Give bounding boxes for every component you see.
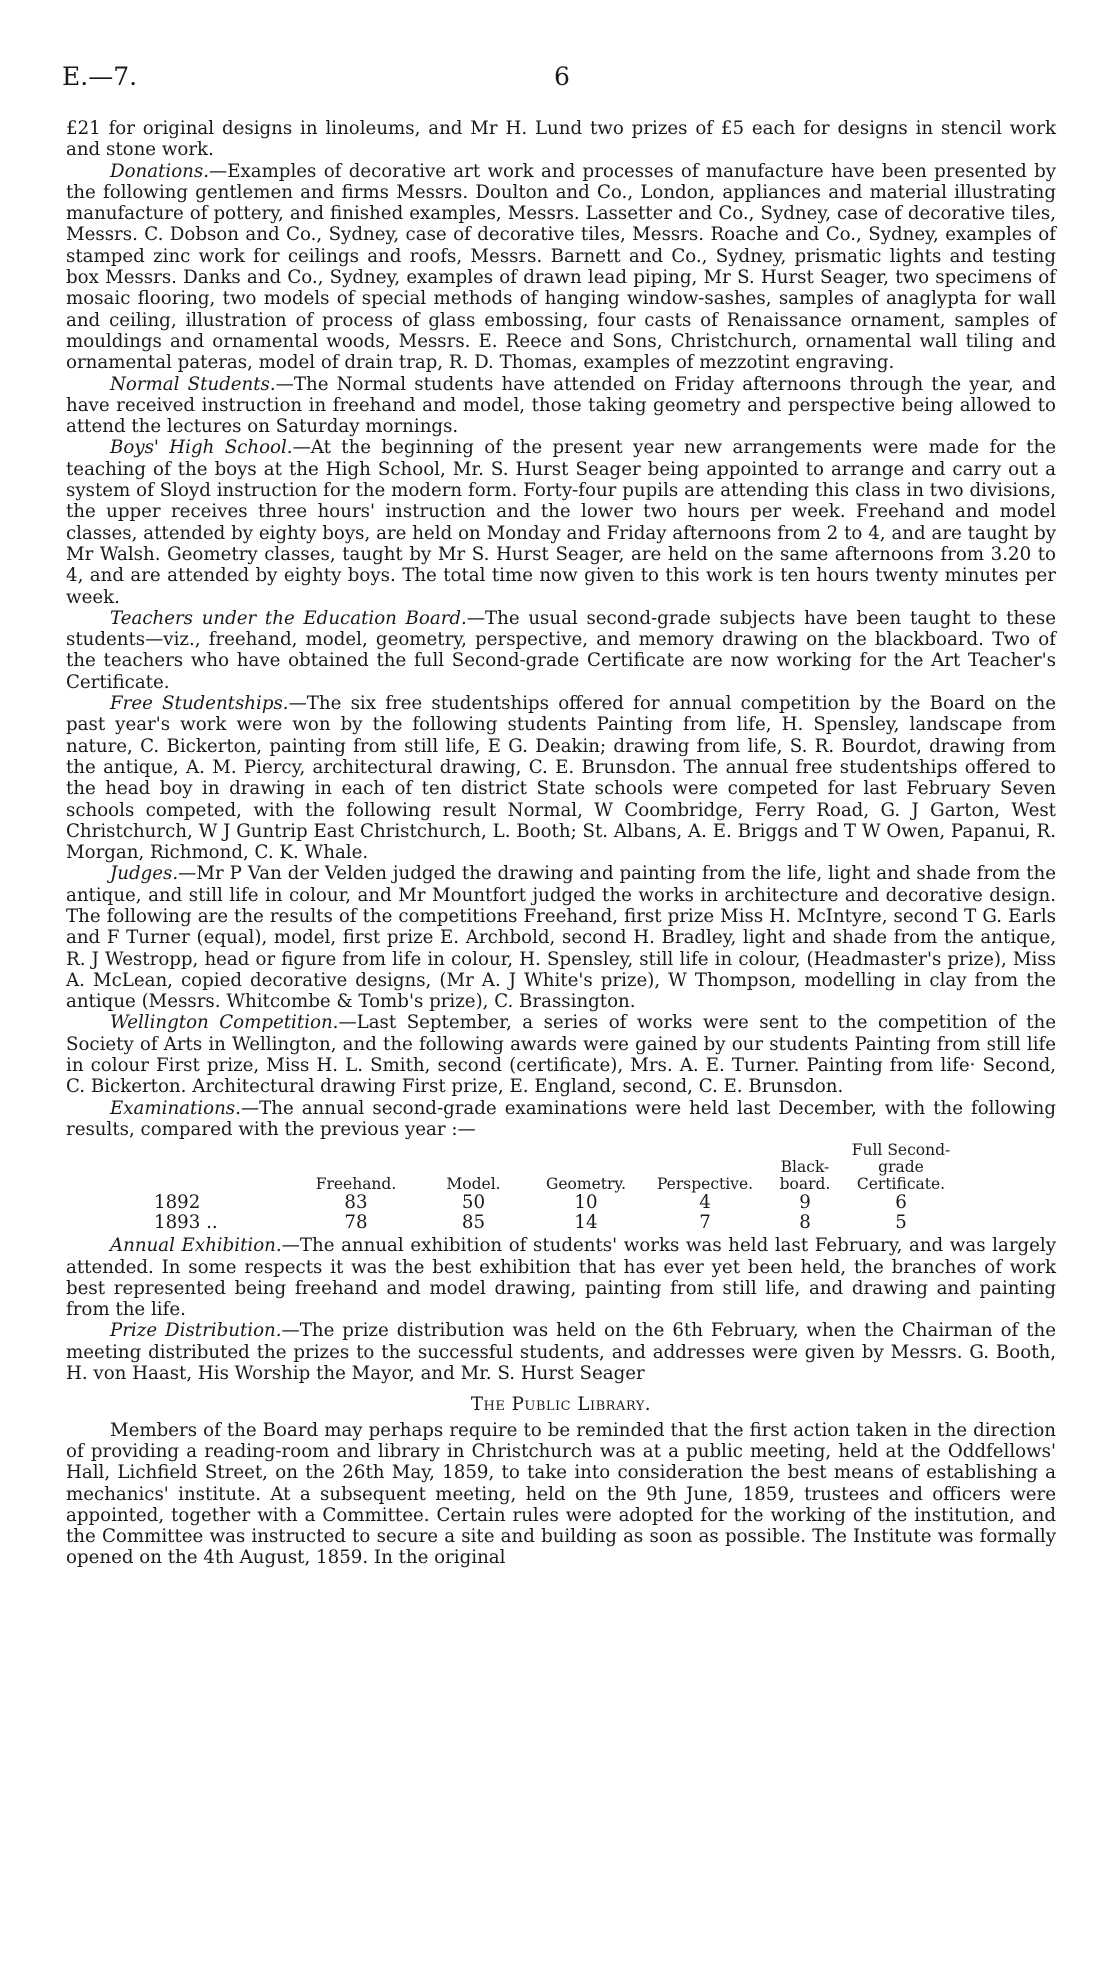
table-spacer: [956, 1213, 1056, 1233]
table-header: Model.: [446, 1175, 501, 1194]
paragraph-heading: Boys' High School.: [110, 437, 293, 459]
page-number: 6: [554, 62, 570, 91]
paragraph-donations: [66, 161, 1056, 374]
paragraph-heading: Donations.: [110, 160, 209, 182]
paragraph-free-studentships: [66, 693, 1056, 863]
table-cell: 5: [895, 1212, 907, 1234]
table-header: Black-board.: [779, 1158, 831, 1194]
table-cell-year: 1892: [154, 1192, 201, 1214]
table-cell: 7: [699, 1212, 711, 1234]
paragraph-text: —The annual exhibition of students' works was held last February, and was largely attended. In some respects it was the best exhibition that has ever yet been held, the branches of work best represented being freehand and model drawing, painting from still life, and drawing and painting from the life.: [66, 1235, 1057, 1321]
paragraph-normal-students: [66, 374, 1056, 438]
paragraph-text: —At the beginning of the present year new arrangements were made for the teaching of the boys at the High School, Mr. S. Hurst Seager being appointed to arrange and carry out a system of Sloyd instruction for the modern form. Forty-four pupils are attending this class in two divisions, the upper receives three hours' instruction and the lower two hours per week. Freehand and model classes, attended by eighty boys, are held on Monday and Friday afternoons from 2 to 4, and are taught by Mr Walsh. Geometry classes, taught by Mr S. Hurst Seager, are held on the same afternoons from 3.20 to 4, and are attended by eighty boys. The total time now given to this work is ten hours twenty minutes per week.: [66, 437, 1056, 608]
examination-results-table: [66, 1142, 1056, 1233]
table-cell: 4: [699, 1192, 711, 1214]
table-row: [66, 1193, 1056, 1213]
paragraph-text: —The annual second-grade examinations were held last December, with the following results, compared with the previous year :—: [66, 1097, 1056, 1140]
document-reference: E.—7.: [62, 62, 138, 91]
table-spacer: [956, 1142, 1056, 1193]
paragraph-examinations: [66, 1098, 1056, 1141]
paragraph-heading: Annual Exhibition.: [110, 1235, 282, 1257]
paragraph-text: —The prize distribution was held on the 6th February, when the Chairman of the meeting distributed the prizes to the successful students, and addresses were given by Messrs. G. Booth, H. von Haast, His Worship the Mayor, and Mr. S. Hurst Seager: [66, 1320, 1057, 1385]
paragraph-judges: [66, 863, 1056, 1012]
table-cell: 9: [799, 1192, 811, 1214]
paragraph-teachers: [66, 608, 1056, 693]
table-header-row: [66, 1142, 1056, 1193]
paragraph-prize-distribution: [66, 1320, 1056, 1384]
paragraph-boys-high-school: [66, 437, 1056, 607]
paragraph-heading: Examinations.: [110, 1097, 241, 1119]
table-cell-year: 1893 ..: [154, 1212, 218, 1234]
paragraph-heading: Wellington Competition.: [110, 1012, 339, 1034]
paragraph-text: —Mr P Van der Velden judged the drawing and painting from the life, light and shade from the antique, and still life in colour, and Mr Mountfort judged the works in architecture and decorative design. The following are the results of the competitions Freehand, first prize Miss H. McIntyre, second T G. Earls and F Turner (equal), model, first prize E. Archbold, second H. Bradley, light and shade from the antique, R. J Westropp, head or figure from life in colour, H. Spensley, still life in colour, (Headmaster's prize), Miss A. McLean, copied decorative designs, (Mr A. J White's prize), W Thompson, modelling in clay from the antique (Messrs. Whitcombe & Tomb's prize), C. Brassington.: [66, 863, 1056, 1013]
paragraph-text: —Last September, a series of works were sent to the competition of the Society of Arts in Wellington, and the following awards were gained by our students Painting from still life in colour First prize, Miss H. L. Smith, second (certificate), Mrs. A. E. Turner. Painting from life· Second, C. Bickerton. Architectural drawing First prize, E. England, second, C. E. Brunsdon.: [66, 1012, 1056, 1098]
table-cell: 78: [344, 1212, 368, 1234]
table-cell: 8: [799, 1212, 811, 1234]
table-spacer: [956, 1193, 1056, 1213]
table-cell: 10: [574, 1192, 598, 1214]
paragraph-text: —Examples of decorative art work and processes of manufacture have been presented by the following gentlemen and firms Messrs. Doulton and Co., London, appliances and material illustrating manufacture of pottery, and finished examples, Messrs. Lassetter and Co., Sydney, case of decorative tiles, Messrs. C. Dobson and Co., Sydney, case of decorative tiles, Messrs. Roache and Co., Sydney, examples of stamped zinc work for ceilings and roofs, Messrs. Barnett and Co., Sydney, prismatic lights and testing box Messrs. Danks and Co., Sydney, examples of drawn lead piping, Mr S. Hurst Seager, two specimens of mosaic flooring, two models of special methods of hanging window-sashes, samples of anaglypta for wall and ceiling, illustration of process of glass embossing, four casts of Renaissance ornament, samples of mouldings and ornamental woods, Messrs. E. Reece and Sons, Christchurch, ornamental wall tiling and ornamental pateras, model of drain trap, R. D. Thomas, examples of mezzotint engraving.: [66, 160, 1056, 374]
paragraph-text: £21 for original designs in linoleums, and Mr H. Lund two prizes of £5 each for designs in stencil work and stone work.: [66, 118, 1056, 161]
table-cell: 50: [461, 1192, 486, 1214]
paragraph-continuation: [66, 118, 1056, 161]
table-cell: 14: [574, 1212, 598, 1234]
table-cell: 6: [895, 1192, 907, 1214]
paragraph-annual-exhibition: [66, 1235, 1056, 1320]
table-cell: 85: [461, 1212, 486, 1234]
paragraph-heading: Judges.: [110, 863, 179, 885]
paragraph-public-library: Members of the Board may perhaps require to be reminded that the first action taken in the direction of providing a reading-room and library in Christchurch was at a public meeting, held at the Oddfellows' Hall, Lichfield Street, on the 26th May, 1859, to take into consideration the best means of establishing a mechanics' institute. At a subsequent meeting, held on the 9th June, 1859, trustees and officers were appointed, together with a Committee. Certain rules were adopted for the working of the institution, and the Committee was instructed to secure a site and building as soon as possible. The Institute was formally opened on the 4th August, 1859. In the original: [66, 1419, 1056, 1569]
table-header-year: [66, 1142, 291, 1193]
paragraph-heading: Normal Students.: [110, 373, 276, 395]
paragraph-heading: Free Studentships.: [110, 693, 289, 715]
table-cell: 83: [344, 1192, 368, 1214]
document-body: [66, 118, 1056, 1569]
paragraph-text: —The Normal students have attended on Friday afternoons through the year, and have received instruction in freehand and model, those taking geometry and perspective being allowed to attend the lectures on Saturday mornings.: [66, 373, 1056, 438]
paragraph-text: —The six free studentships offered for annual competition by the Board on the past year's work were won by the following students Painting from life, H. Spensley, landscape from nature, C. Bickerton, painting from still life, E G. Deakin; drawing from life, S. R. Bourdot, drawing from the antique, A. M. Piercy, architectural drawing, C. E. Brunsdon. The annual free studentships offered to the head boy in drawing in each of ten district State schools were competed for last February Seven schools competed, with the following result Normal, W Coombridge, Ferry Road, G. J Garton, West Christchurch, W J Guntrip East Christchurch, L. Booth; St. Albans, A. E. Briggs and T W Owen, Papanui, R. Morgan, Richmond, C. K. Whale.: [66, 693, 1056, 864]
paragraph-heading: Prize Distribution.: [110, 1320, 282, 1342]
paragraph-text: —The usual second-grade subjects have been taught to these students—viz., freehand, model, geometry, perspective, and memory drawing on the blackboard. Two of the teachers who have obtained the full Second-grade Certificate are now working for the Art Teacher's Certificate.: [66, 607, 1057, 693]
table-header: Geometry.: [545, 1175, 627, 1194]
table-header: Perspective.: [656, 1175, 754, 1194]
paragraph-wellington-competition: [66, 1012, 1056, 1097]
paragraph-heading: Teachers under the Education Board.: [110, 607, 467, 629]
section-title: The Public Library.: [470, 1394, 652, 1416]
table-row: [66, 1213, 1056, 1233]
table-header: Freehand.: [315, 1175, 397, 1194]
table-header: Full Second-grade Certificate.: [851, 1141, 951, 1194]
